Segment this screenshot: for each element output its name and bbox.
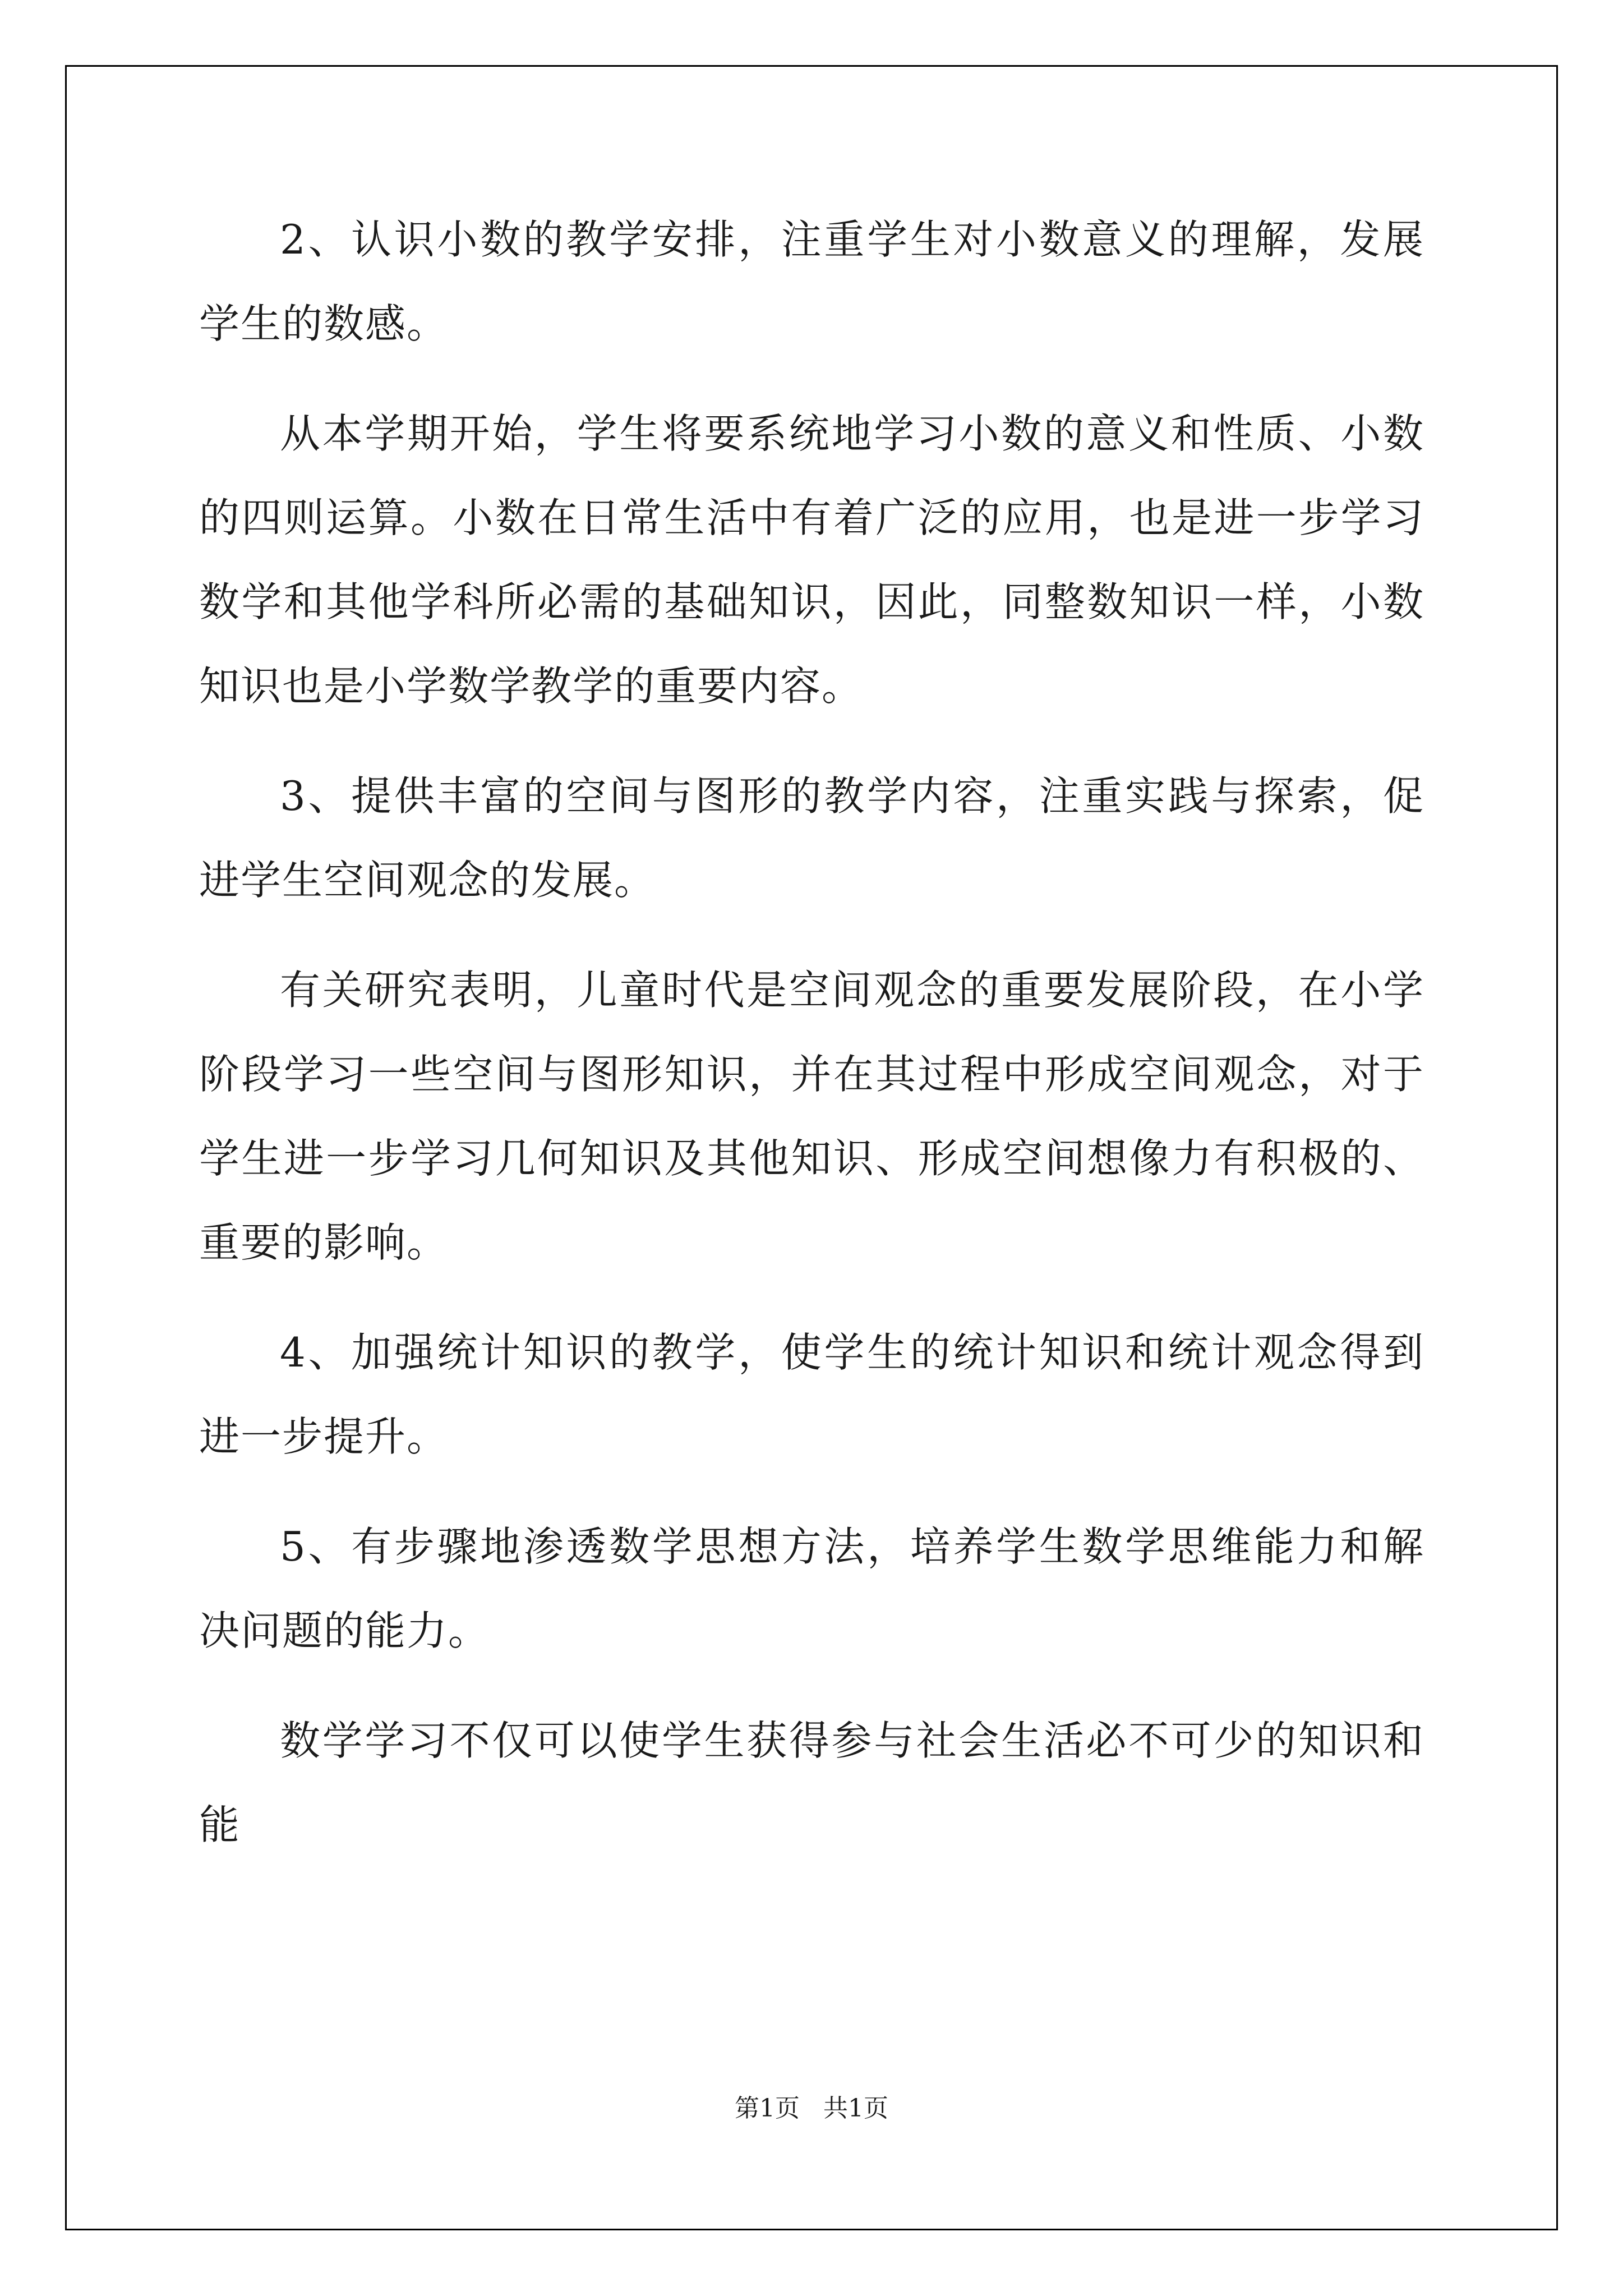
paragraph: 数学学习不仅可以使学生获得参与社会生活必不可少的知识和能 (199, 1717, 1424, 1848)
paragraph: 3、提供丰富的空间与图形的教学内容，注重实践与探索，促进学生空间观念的发展。 (199, 772, 1424, 904)
current-page-label: 第1页 (735, 2094, 800, 2123)
total-pages-label: 共1页 (823, 2094, 888, 2123)
document-body (199, 197, 1424, 1893)
paragraph: 从本学期开始，学生将要系统地学习小数的意义和性质、小数的四则运算。小数在日常生活中有着广泛的应用，也是进一步学习数学和其他学科所必需的基础知识，因此，同整数知识一样，小数知识也是小学数学教学的重要内容。 (199, 410, 1424, 710)
paragraph: 有关研究表明，儿童时代是空间观念的重要发展阶段，在小学阶段学习一些空间与图形知识，并在其过程中形成空间观念，对于学生进一步学习几何知识及其他知识、形成空间想像力有积极的、重要的影响。 (199, 967, 1424, 1266)
paragraph: 5、有步骤地渗透数学思想方法，培养学生数学思维能力和解决问题的能力。 (199, 1523, 1424, 1654)
page-footer (0, 2088, 1623, 2124)
footer-spacer (800, 2094, 823, 2123)
paragraph: 2、认识小数的教学安排，注重学生对小数意义的理解，发展学生的数感。 (199, 216, 1424, 347)
paragraph: 4、加强统计知识的教学，使学生的统计知识和统计观念得到进一步提升。 (199, 1329, 1424, 1460)
